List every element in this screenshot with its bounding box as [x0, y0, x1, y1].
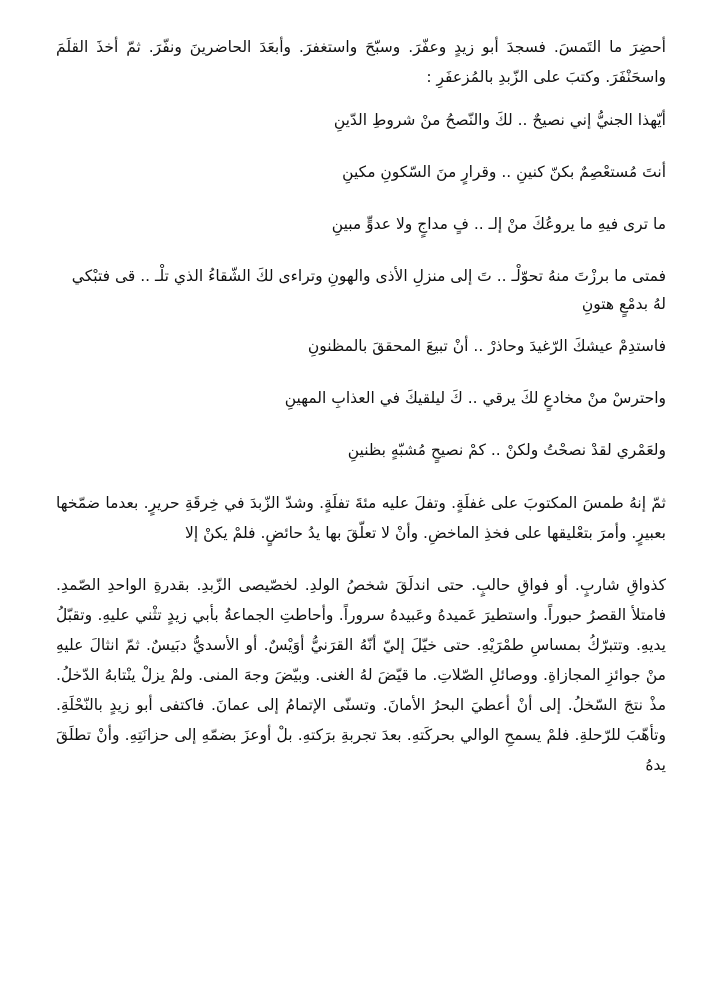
verse-line: ولعَمْري لقدْ نصحْتُ ولكنْ .. كمْ نصيحٍ مُشبّهٍ بظنينِ	[347, 441, 666, 459]
intro-paragraph: أحضِرَ ما التَمسَ. فسجدَ أبو زيدٍ وعفّرَ. وسبّحَ واستغفرَ. وأبعَدَ الحاضرينَ ونفّرَ. ثمّ أخذَ القلَمَ واسحَنْفَرَ. وكتبَ على الزّبدِ بالمُزعفَرِ :	[56, 38, 666, 86]
document-page	[56, 32, 666, 780]
verse-line: أنتَ مُستعْصِمٌ بكنّ كنينِ .. وقرارٍ منَ السّكونِ مكينِ	[342, 163, 666, 181]
verse-line: فاستدِمْ عيشكَ الرّغيدَ وحاذرْ .. أنْ تبيعَ المحققَ بالمظنونِ	[307, 337, 666, 355]
verse-line: واحترسْ منْ مخادعٍ لكَ يرقي .. كَ ليلقيكَ في العذابِ المهينِ	[284, 389, 666, 407]
middle-paragraph: ثمّ إنهُ طمسَ المكتوبَ على غفلَةٍ. وتفلَ عليه مئةَ تفلَةٍ. وشدّ الزّبدَ في خِرقَةِ حريرٍ. بعدما ضمّخها بعبيرٍ. وأمرَ بتعْليقها على فخذِ الماخضِ. وأنْ لا تعلّقَ بها يدُ حائضٍ. فلمْ يكنْ إلا	[56, 494, 666, 542]
verse-line: فمتى ما برزْتَ منهُ تحوّلْـ .. تَ إلى منزلِ الأذى والهونِ وتراءى لكَ الشّقاءُ الذي تلْـ .. قى فتبْكي لهُ بدمْعٍ هتونِ	[71, 267, 666, 313]
verse-line: ما ترى فيهِ ما يروعُكَ منْ إلـ .. فٍ مداجٍ ولا عدوٍّ مبينِ	[331, 215, 666, 233]
closing-paragraph: كذواقِ شاربٍ. أو فواقِ حالبٍ. حتى اندلَقَ شخصُ الولدِ. لخصّيصى الزّبدِ. بقدرةِ الواحدِ الصّمدِ. فامتلأ القصرُ حبوراً. واستطيرَ عَميدهُ وعَبيدهُ سروراً. وأحاطتِ الجماعةُ بأبي زيدٍ تثْني عليهِ. وتقبّلُ يديهِ. وتتبرّكُ بمساسِ طمْرَيْهِ. حتى خيّلَ إليّ أنّهُ القرَنيُّ أوَيْسٌ. أو الأسديُّ دبَيسٌ. ثمّ انثالَ عليهِ منْ جوائزِ المجازاةِ. ووصائلِ الصّلاتِ. ما قيّضَ لهُ الغنى. وبيّضَ وجهَ المنى. ولمْ يزلْ ينْتابهُ الدّخلُ. مذْ نتجَ السّخلُ. إلى أنْ أعطيَ البحرُ الأمانَ. وتسنّى الإتمامُ إلى عمانَ. فاكتفى أبو زيدٍ بالنّحْلَةِ. وتأهّبَ للرّحلةِ. فلمْ يسمحِ الوالي بحركَتهِ. بعدَ تجربةِ برَكتهِ. بلْ أوعزَ بضمّهِ إلى حزانَتِهِ. وأنْ تطلَقَ يدهُ	[56, 576, 666, 774]
verse-line: أيّهذا الجنيُّ إني نصيحٌ .. لكَ والنّصحُ منْ شروطِ الدّينِ	[333, 111, 666, 129]
